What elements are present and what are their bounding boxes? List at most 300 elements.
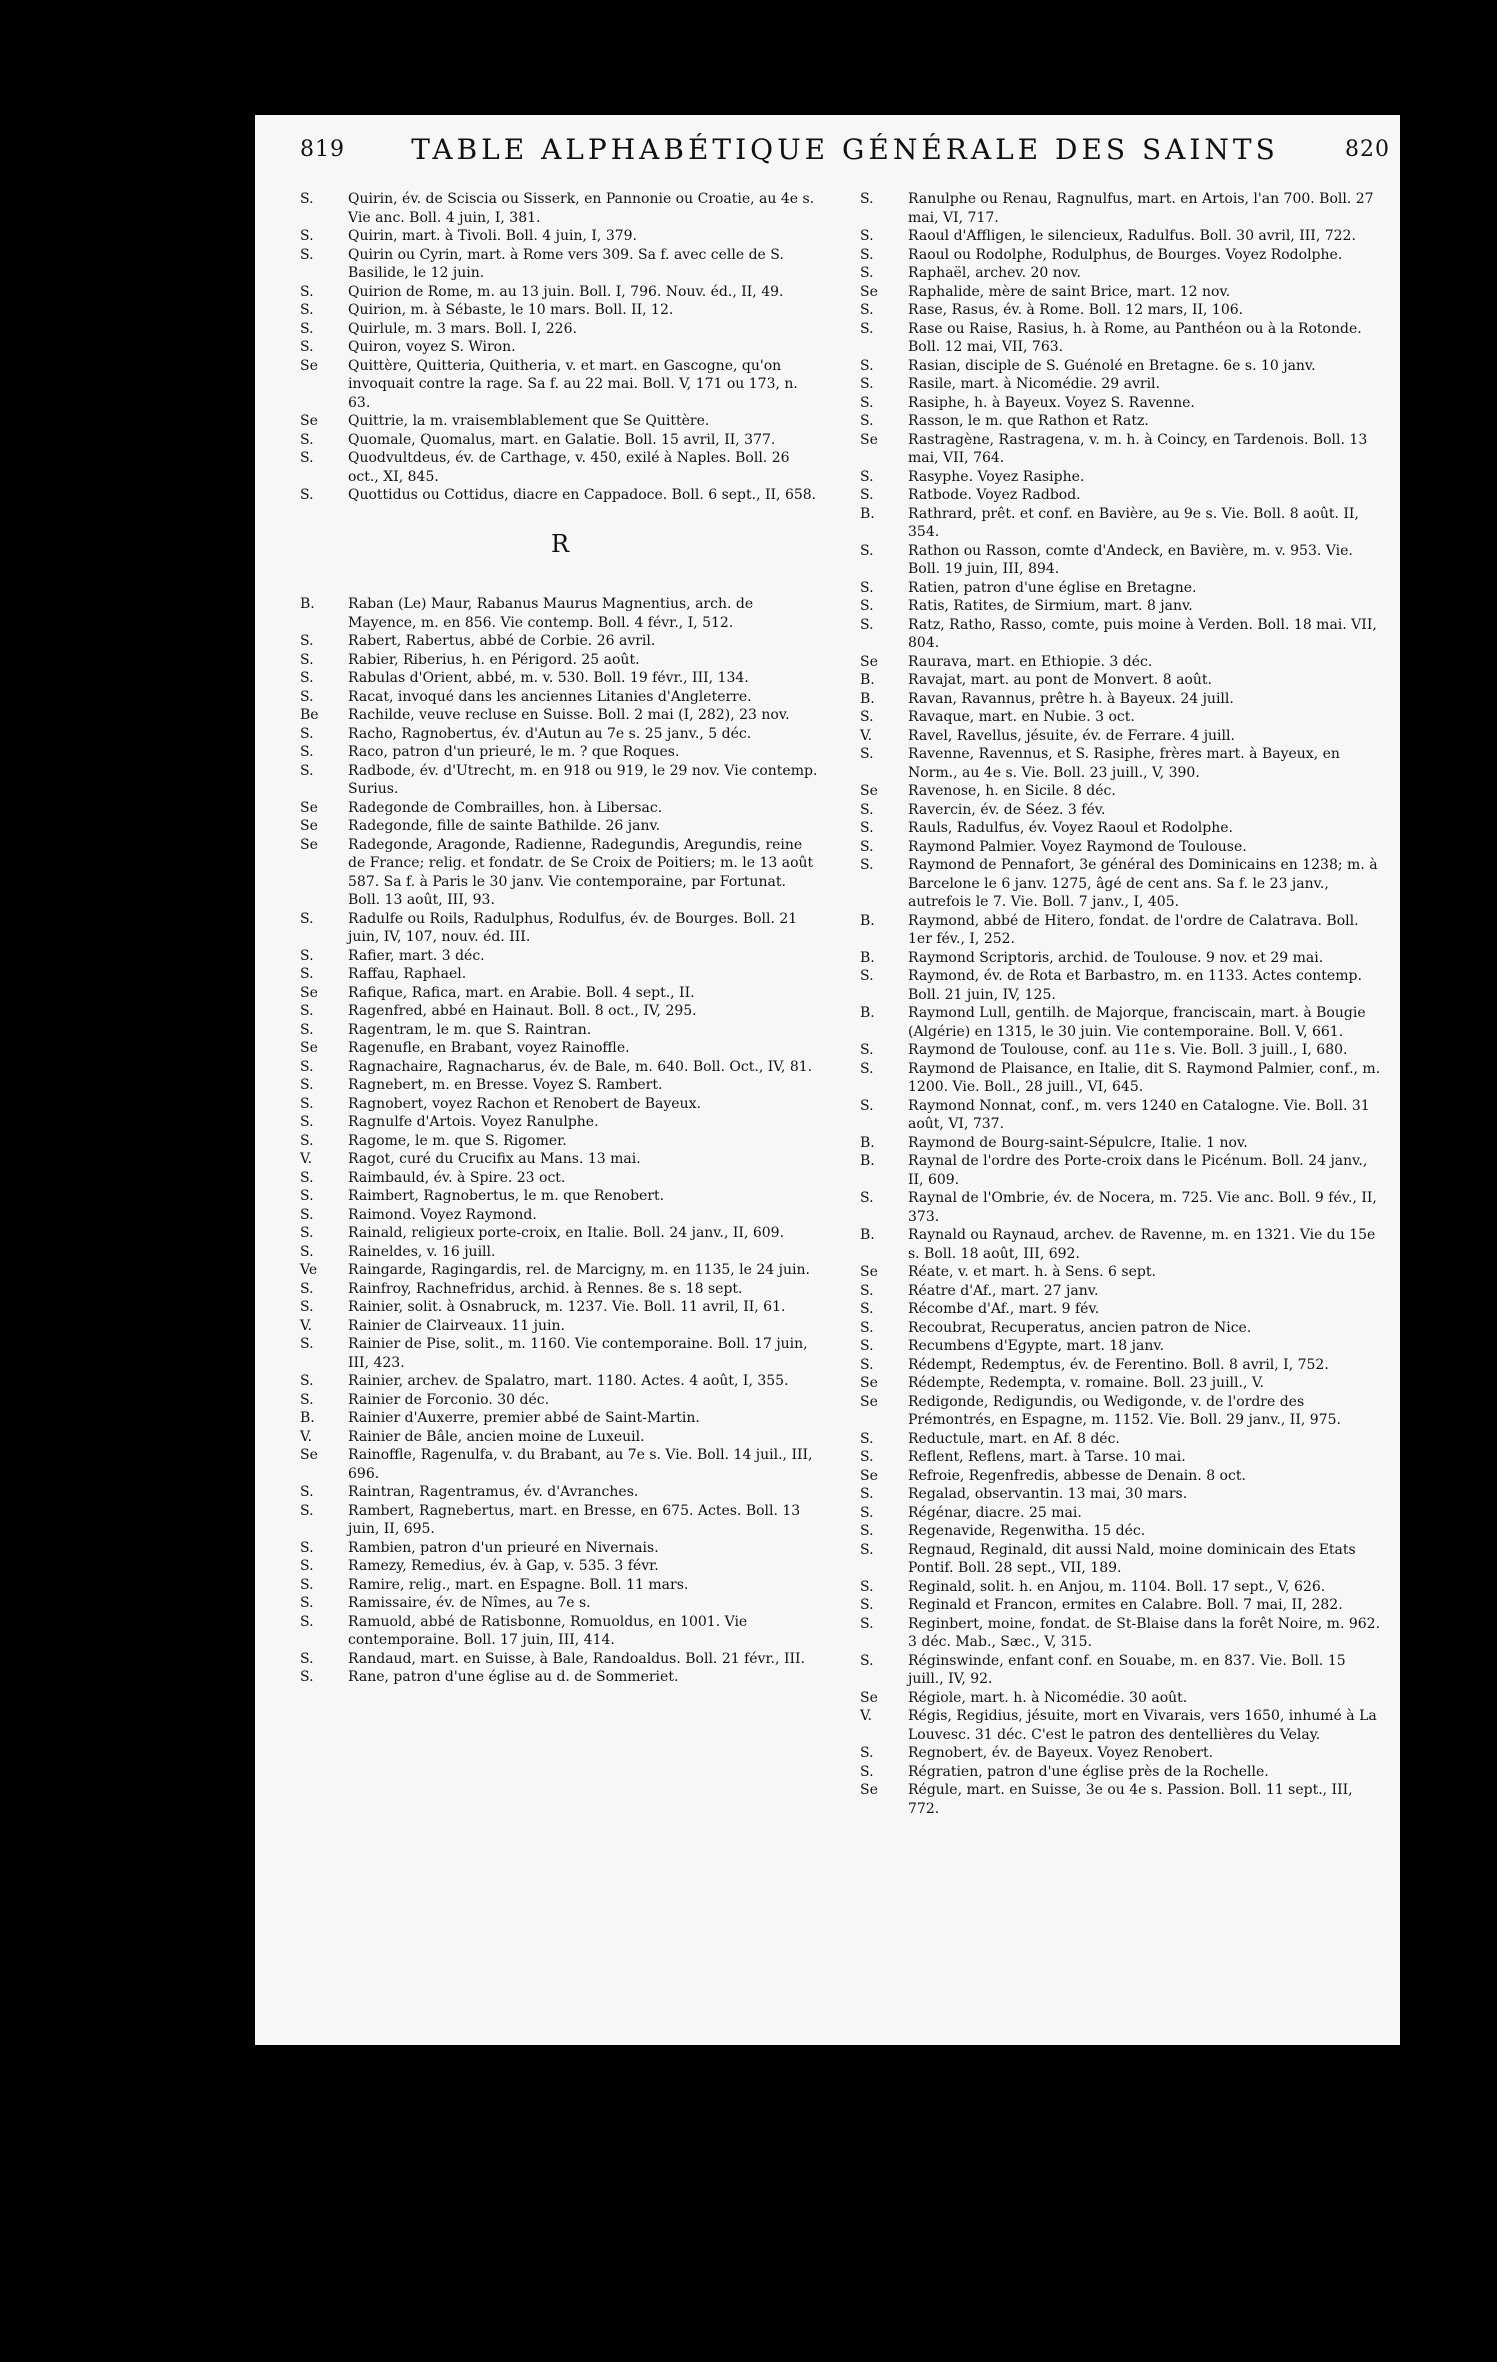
entry-text: Récombe d'Af., mart. 9 fév. bbox=[908, 1301, 1100, 1317]
saint-entry bbox=[300, 910, 820, 947]
saint-entry bbox=[300, 283, 820, 302]
entry-text: Recumbens d'Egypte, mart. 18 janv. bbox=[908, 1338, 1165, 1354]
saint-entry bbox=[300, 1446, 820, 1483]
entry-prefix: S. bbox=[860, 357, 874, 374]
saint-entry bbox=[860, 1615, 1385, 1652]
saint-entry bbox=[860, 671, 1385, 690]
saint-entry bbox=[300, 1021, 820, 1040]
entry-prefix: S. bbox=[860, 376, 874, 392]
saint-entry bbox=[860, 1337, 1385, 1356]
entry-prefix: S. bbox=[860, 542, 874, 559]
entry-text: Rainier de Clairveaux. 11 juin. bbox=[348, 1317, 565, 1334]
entry-text: Ravenose, h. en Sicile. 8 déc. bbox=[908, 783, 1116, 799]
entry-text: Raymond Scriptoris, archid. de Toulouse. 9 nov. et 29 mai. bbox=[908, 949, 1324, 966]
saint-entry bbox=[860, 967, 1385, 1004]
entry-text: Ravajat, mart. au pont de Monvert. 8 août. bbox=[908, 672, 1212, 688]
entry-text: Reginald, solit. h. en Anjou, m. 1104. Boll. 17 sept., V, 626. bbox=[908, 1578, 1326, 1595]
entry-prefix: S. bbox=[860, 616, 874, 633]
saint-entry bbox=[860, 949, 1385, 968]
entry-text: Raymond de Plaisance, en Italie, dit S. Raymond Palmier, conf., m. 1200. Vie. Boll., 28 juill., VI, 645. bbox=[908, 1060, 1381, 1095]
saint-entry bbox=[860, 1652, 1385, 1689]
saint-entry bbox=[860, 1689, 1385, 1708]
section-letter: R bbox=[550, 529, 570, 558]
entry-prefix: S. bbox=[300, 1077, 314, 1093]
entry-prefix: S. bbox=[300, 1206, 314, 1223]
entry-text: Rainoffle, Ragenulfa, v. du Brabant, au 7e s. Vie. Boll. 14 juil., III, 696. bbox=[348, 1447, 813, 1482]
entry-prefix: S. bbox=[860, 1282, 874, 1299]
saint-entry bbox=[860, 745, 1385, 782]
saint-entry bbox=[860, 1781, 1385, 1818]
entry-text: Radulfe ou Roils, Radulphus, Rodulfus, év. de Bourges. Boll. 21 juin, IV, 107, nouv. éd. III. bbox=[348, 910, 798, 945]
entry-prefix: S. bbox=[860, 1301, 874, 1317]
entry-prefix: B. bbox=[860, 1227, 875, 1243]
entry-text: Rafique, Rafica, mart. en Arabie. Boll. 4 sept., II. bbox=[348, 984, 695, 1001]
entry-text: Ramuold, abbé de Ratisbonne, Romuoldus, en 1001. Vie contemporaine. Boll. 17 juin, III, 414. bbox=[348, 1613, 748, 1648]
entry-text: Raymond Lull, gentilh. de Majorque, franciscain, mart. à Bougie (Algérie) en 1315, le 30 juin. Vie contemporaine. Boll. V, 661. bbox=[908, 1005, 1366, 1040]
saint-entry bbox=[300, 338, 820, 357]
entry-text: Régule, mart. en Suisse, 3e ou 4e s. Passion. Boll. 11 sept., III, 772. bbox=[908, 1782, 1353, 1817]
saint-entry bbox=[860, 1263, 1385, 1282]
entry-text: Raimbert, Ragnobertus, le m. que Renobert. bbox=[348, 1188, 665, 1204]
entry-prefix: S. bbox=[300, 302, 314, 318]
entry-prefix: S. bbox=[860, 1745, 874, 1761]
entry-text: Régis, Regidius, jésuite, mort en Vivarais, vers 1650, inhumé à La Louvesc. 31 déc. C'est le patron des dentellières du Velay. bbox=[908, 1708, 1377, 1743]
entry-prefix: Se bbox=[860, 1782, 878, 1798]
saint-entry bbox=[300, 669, 820, 688]
saint-entry bbox=[860, 375, 1385, 394]
entry-prefix: S. bbox=[860, 1449, 874, 1465]
entry-text: Réginswinde, enfant conf. en Souabe, m. en 837. Vie. Boll. 15 juill., IV, 92. bbox=[908, 1652, 1346, 1687]
entry-prefix: S. bbox=[300, 246, 314, 263]
saint-entry bbox=[300, 1076, 820, 1095]
entry-prefix: S. bbox=[860, 191, 874, 207]
entry-prefix: B. bbox=[860, 672, 875, 688]
entry-list bbox=[860, 190, 1385, 1818]
entry-text: Quirin ou Cyrin, mart. à Rome vers 309. Sa f. avec celle de S. Basilide, le 12 juin. bbox=[348, 246, 784, 281]
entry-text: Raban (Le) Maur, Rabanus Maurus Magnentius, arch. de Mayence, m. en 856. Vie contemp. Boll. 4 févr., I, 512. bbox=[348, 596, 754, 631]
entry-prefix: Se bbox=[860, 1689, 878, 1706]
entry-text: Raymond, év. de Rota et Barbastro, m. en 1133. Actes contemp. Boll. 21 juin, IV, 125. bbox=[908, 968, 1362, 1003]
entry-prefix: S. bbox=[860, 302, 874, 318]
saint-entry bbox=[300, 632, 820, 651]
saint-entry bbox=[300, 1261, 820, 1280]
saint-entry bbox=[860, 1319, 1385, 1338]
entry-text: Quomale, Quomalus, mart. en Galatie. Boll. 15 avril, II, 377. bbox=[348, 431, 776, 448]
entry-prefix: S. bbox=[300, 1539, 314, 1556]
entry-prefix: S. bbox=[300, 431, 314, 448]
entry-text: Quottidus ou Cottidus, diacre en Cappadoce. Boll. 6 sept., II, 658. bbox=[348, 487, 817, 503]
entry-prefix: S. bbox=[860, 1319, 874, 1336]
entry-prefix: V. bbox=[300, 1151, 313, 1167]
saint-entry bbox=[300, 725, 820, 744]
entry-text: Rainier, solit. à Osnabruck, m. 1237. Vie. Boll. 11 avril, II, 61. bbox=[348, 1299, 786, 1315]
entry-text: Régratien, patron d'une église près de la Rochelle. bbox=[908, 1763, 1269, 1780]
entry-text: Quodvultdeus, év. de Carthage, v. 450, exilé à Naples. Boll. 26 oct., XI, 845. bbox=[348, 450, 790, 485]
entry-prefix: B. bbox=[860, 949, 875, 966]
entry-prefix: S. bbox=[860, 746, 874, 762]
entry-prefix: S. bbox=[860, 1504, 874, 1521]
entry-prefix: S. bbox=[300, 1595, 314, 1611]
saint-entry bbox=[860, 1189, 1385, 1226]
entry-text: Ravel, Ravellus, jésuite, év. de Ferrare. 4 juill. bbox=[908, 727, 1235, 744]
document-page bbox=[255, 115, 1400, 2045]
entry-text: Ravenne, Ravennus, et S. Rasiphe, frères mart. à Bayeux, en Norm., au 4e s. Vie. Boll. 23 juill., V, 390. bbox=[908, 746, 1340, 781]
saint-entry bbox=[300, 1169, 820, 1188]
entry-text: Raoul d'Affligen, le silencieux, Radulfus. Boll. 30 avril, III, 722. bbox=[908, 228, 1356, 244]
saint-entry bbox=[300, 1372, 820, 1391]
entry-text: Ranulphe ou Renau, Ragnulfus, mart. en Artois, l'an 700. Boll. 27 mai, VI, 717. bbox=[908, 191, 1374, 226]
entry-prefix: Se bbox=[860, 783, 878, 799]
entry-text: Ratis, Ratites, de Sirmium, mart. 8 janv. bbox=[908, 598, 1193, 614]
entry-prefix: S. bbox=[860, 1060, 874, 1077]
entry-prefix: S. bbox=[300, 966, 314, 982]
saint-entry bbox=[300, 706, 820, 725]
entry-text: Regnobert, év. de Bayeux. Voyez Renobert. bbox=[908, 1745, 1214, 1761]
entry-text: Racat, invoqué dans les anciennes Litanies d'Angleterre. bbox=[348, 688, 752, 705]
entry-text: Randaud, mart. en Suisse, à Bale, Randoaldus. Boll. 21 févr., III. bbox=[348, 1650, 806, 1667]
entry-text: Rane, patron d'une église au d. de Sommeriet. bbox=[348, 1669, 679, 1685]
page-header bbox=[300, 133, 1390, 177]
entry-prefix: Ve bbox=[300, 1262, 318, 1278]
entry-prefix: B. bbox=[860, 1134, 875, 1151]
entry-text: Radbode, év. d'Utrecht, m. en 918 ou 919, le 29 nov. Vie contemp. Surius. bbox=[348, 762, 818, 797]
entry-text: Rauls, Radulfus, év. Voyez Raoul et Rodolphe. bbox=[908, 820, 1233, 836]
entry-text: Rainfroy, Rachnefridus, archid. à Rennes. 8e s. 18 sept. bbox=[348, 1280, 743, 1297]
saint-entry bbox=[860, 505, 1385, 542]
entry-prefix: S. bbox=[860, 1338, 874, 1354]
saint-entry bbox=[300, 449, 820, 486]
entry-text: Reductule, mart. en Af. 8 déc. bbox=[908, 1430, 1120, 1447]
entry-text: Ragot, curé du Crucifix au Mans. 13 mai. bbox=[348, 1151, 641, 1167]
entry-text: Regnaud, Reginald, dit aussi Nald, moine dominicain des Etats Pontif. Boll. 28 sept., VII, 189. bbox=[908, 1541, 1356, 1576]
saint-entry bbox=[300, 1002, 820, 1021]
saint-entry bbox=[860, 653, 1385, 672]
entry-prefix: S. bbox=[860, 394, 874, 411]
saint-entry bbox=[860, 1485, 1385, 1504]
saint-entry bbox=[860, 819, 1385, 838]
saint-entry bbox=[860, 1300, 1385, 1319]
entry-prefix: S. bbox=[300, 487, 314, 503]
saint-entry bbox=[300, 651, 820, 670]
entry-text: Rainier, archev. de Spalatro, mart. 1180. Actes. 4 août, I, 355. bbox=[348, 1373, 789, 1389]
entry-text: Régénar, diacre. 25 mai. bbox=[908, 1504, 1082, 1521]
saint-entry bbox=[300, 1335, 820, 1372]
saint-entry bbox=[300, 688, 820, 707]
saint-entry bbox=[860, 264, 1385, 283]
saint-entry bbox=[300, 1576, 820, 1595]
saint-entry bbox=[300, 1224, 820, 1243]
saint-entry bbox=[300, 431, 820, 450]
entry-text: Rainier de Pise, solit., m. 1160. Vie contemporaine. Boll. 17 juin, III, 423. bbox=[348, 1336, 808, 1371]
saint-entry bbox=[300, 1095, 820, 1114]
entry-prefix: Se bbox=[860, 1264, 878, 1280]
entry-text: Raco, patron d'un prieuré, le m. ? que Roques. bbox=[348, 744, 680, 760]
saint-entry bbox=[860, 1282, 1385, 1301]
entry-text: Raymond Nonnat, conf., m. vers 1240 en Catalogne. Vie. Boll. 31 août, VI, 737. bbox=[908, 1097, 1370, 1132]
saint-entry bbox=[300, 486, 820, 505]
entry-prefix: S. bbox=[860, 1097, 874, 1114]
saint-entry bbox=[860, 1596, 1385, 1615]
entry-prefix: S. bbox=[300, 1373, 314, 1389]
entry-text: Ramissaire, év. de Nîmes, au 7e s. bbox=[348, 1595, 591, 1611]
entry-prefix: Se bbox=[860, 283, 878, 300]
entry-text: Raineldes, v. 16 juill. bbox=[348, 1243, 496, 1260]
saint-entry bbox=[860, 394, 1385, 413]
entry-text: Raimond. Voyez Raymond. bbox=[348, 1206, 537, 1223]
entry-text: Rase ou Raise, Rasius, h. à Rome, au Panthéon ou à la Rotonde. Boll. 12 mai, VII, 763. bbox=[908, 320, 1362, 355]
entry-prefix: S. bbox=[860, 709, 874, 725]
saint-entry bbox=[860, 912, 1385, 949]
entry-text: Raurava, mart. en Ethiopie. 3 déc. bbox=[908, 653, 1153, 670]
entry-prefix: S. bbox=[860, 320, 874, 337]
saint-entry bbox=[300, 1502, 820, 1539]
saint-entry bbox=[860, 1430, 1385, 1449]
saint-entry bbox=[860, 690, 1385, 709]
entry-prefix: S. bbox=[860, 265, 874, 281]
entry-text: Rachilde, veuve recluse en Suisse. Boll. 2 mai (I, 282), 23 nov. bbox=[348, 707, 790, 723]
saint-entry bbox=[300, 1150, 820, 1169]
entry-text: Raphaël, archev. 20 nov. bbox=[908, 265, 1081, 281]
entry-prefix: B. bbox=[860, 912, 875, 929]
entry-text: Quirion, m. à Sébaste, le 10 mars. Boll. II, 12. bbox=[348, 302, 674, 318]
entry-text: Rasson, le m. que Rathon et Ratz. bbox=[908, 413, 1149, 429]
saint-entry bbox=[300, 1317, 820, 1336]
entry-prefix: Se bbox=[300, 357, 318, 374]
saint-entry bbox=[860, 301, 1385, 320]
saint-entry bbox=[300, 1132, 820, 1151]
entry-prefix: S. bbox=[300, 1243, 314, 1260]
saint-entry bbox=[300, 799, 820, 818]
saint-entry bbox=[860, 412, 1385, 431]
entry-prefix: S. bbox=[860, 1042, 874, 1058]
entry-text: Racho, Ragnobertus, év. d'Autun au 7e s. 25 janv., 5 déc. bbox=[348, 725, 752, 742]
entry-prefix: S. bbox=[300, 1132, 314, 1149]
entry-text: Reflent, Reflens, mart. à Tarse. 10 mai. bbox=[908, 1449, 1186, 1465]
right-column bbox=[860, 190, 1385, 1818]
entry-prefix: S. bbox=[300, 947, 314, 964]
entry-text: Raynal de l'Ombrie, év. de Nocera, m. 725. Vie anc. Boll. 9 fév., II, 373. bbox=[908, 1190, 1377, 1225]
entry-prefix: S. bbox=[300, 1299, 314, 1315]
saint-entry bbox=[860, 1448, 1385, 1467]
entry-text: Raphalide, mère de saint Brice, mart. 12 nov. bbox=[908, 283, 1231, 300]
entry-prefix: S. bbox=[860, 1190, 874, 1206]
saint-entry bbox=[860, 468, 1385, 487]
entry-text: Rabert, Rabertus, abbé de Corbie. 26 avril. bbox=[348, 633, 656, 649]
entry-text: Raimbauld, év. à Spire. 23 oct. bbox=[348, 1169, 566, 1186]
entry-text: Ragnachaire, Ragnacharus, év. de Bale, m. 640. Boll. Oct., IV, 81. bbox=[348, 1058, 813, 1075]
entry-text: Radegonde de Combrailles, hon. à Libersac. bbox=[348, 799, 663, 816]
saint-entry bbox=[300, 1650, 820, 1669]
entry-prefix: S. bbox=[860, 1430, 874, 1447]
entry-prefix: S. bbox=[300, 450, 314, 466]
entry-text: Raynald ou Raynaud, archev. de Ravenne, m. en 1321. Vie du 15e s. Boll. 18 août, III, 692. bbox=[908, 1227, 1376, 1262]
entry-text: Rainier d'Auxerre, premier abbé de Saint-Martin. bbox=[348, 1410, 700, 1426]
saint-entry bbox=[300, 1483, 820, 1502]
entry-text: Rafier, mart. 3 déc. bbox=[348, 947, 485, 964]
entry-prefix: S. bbox=[300, 725, 314, 742]
entry-prefix: Se bbox=[300, 799, 318, 816]
entry-text: Ratbode. Voyez Radbod. bbox=[908, 487, 1081, 503]
saint-entry bbox=[300, 1113, 820, 1132]
entry-text: Ratien, patron d'une église en Bretagne. bbox=[908, 579, 1197, 596]
saint-entry bbox=[860, 708, 1385, 727]
entry-text: Rédempt, Redemptus, év. de Ferentino. Boll. 8 avril, I, 752. bbox=[908, 1356, 1329, 1373]
entry-text: Raynal de l'ordre des Porte-croix dans le Picénum. Boll. 24 janv., II, 609. bbox=[908, 1153, 1368, 1188]
entry-prefix: S. bbox=[300, 1336, 314, 1352]
entry-text: Ragentram, le m. que S. Raintran. bbox=[348, 1021, 592, 1038]
entry-prefix: S. bbox=[300, 651, 314, 668]
entry-text: Raingarde, Ragingardis, rel. de Marcigny, m. en 1135, le 24 juin. bbox=[348, 1262, 810, 1278]
entry-prefix: B. bbox=[860, 1153, 875, 1169]
entry-text: Ramire, relig., mart. en Espagne. Boll. 11 mars. bbox=[348, 1576, 689, 1593]
entry-prefix: S. bbox=[300, 1650, 314, 1667]
entry-prefix: V. bbox=[300, 1428, 313, 1445]
entry-text: Réatre d'Af., mart. 27 janv. bbox=[908, 1282, 1099, 1299]
entry-text: Recoubrat, Recuperatus, ancien patron de Nice. bbox=[908, 1319, 1252, 1336]
saint-entry bbox=[860, 1374, 1385, 1393]
entry-text: Rainier de Forconio. 30 déc. bbox=[348, 1391, 550, 1408]
saint-entry bbox=[300, 227, 820, 246]
saint-entry bbox=[860, 1707, 1385, 1744]
saint-entry bbox=[300, 1613, 820, 1650]
entry-prefix: S. bbox=[300, 1391, 314, 1408]
entry-prefix: B. bbox=[860, 505, 875, 522]
saint-entry bbox=[300, 1668, 820, 1687]
entry-prefix: Se bbox=[300, 413, 318, 429]
entry-prefix: S. bbox=[860, 579, 874, 596]
saint-entry bbox=[860, 1041, 1385, 1060]
entry-prefix: S. bbox=[860, 1763, 874, 1780]
saint-entry bbox=[860, 597, 1385, 616]
entry-prefix: S. bbox=[860, 598, 874, 614]
entry-text: Regenavide, Regenwitha. 15 déc. bbox=[908, 1523, 1146, 1539]
entry-prefix: S. bbox=[860, 801, 874, 818]
entry-text: Rasiphe, h. à Bayeux. Voyez S. Ravenne. bbox=[908, 394, 1195, 411]
saint-entry bbox=[860, 486, 1385, 505]
saint-entry bbox=[300, 1243, 820, 1262]
entry-text: Ragenufle, en Brabant, voyez Rainoffle. bbox=[348, 1040, 630, 1056]
saint-entry bbox=[300, 1280, 820, 1299]
entry-text: Quittrie, la m. vraisemblablement que Se Quittère. bbox=[348, 413, 710, 429]
saint-entry bbox=[300, 1557, 820, 1576]
entry-prefix: S. bbox=[860, 487, 874, 503]
saint-entry bbox=[300, 1298, 820, 1317]
entry-text: Reginbert, moine, fondat. de St-Blaise dans la forêt Noire, m. 962. 3 déc. Mab., Sæc., V, 315. bbox=[908, 1615, 1381, 1650]
saint-entry bbox=[860, 246, 1385, 265]
entry-text: Radegonde, fille de sainte Bathilde. 26 janv. bbox=[348, 818, 661, 834]
entry-prefix: S. bbox=[300, 1484, 314, 1500]
saint-entry bbox=[300, 1039, 820, 1058]
entry-prefix: S. bbox=[300, 191, 314, 207]
saint-entry bbox=[300, 1187, 820, 1206]
saint-entry bbox=[300, 357, 820, 413]
saint-entry bbox=[300, 412, 820, 431]
entry-prefix: Se bbox=[300, 984, 318, 1001]
entry-prefix: S. bbox=[300, 283, 314, 300]
entry-text: Rabier, Riberius, h. en Périgord. 25 août. bbox=[348, 651, 640, 668]
entry-prefix: S. bbox=[300, 1558, 314, 1574]
entry-text: Rambien, patron d'un prieuré en Nivernais. bbox=[348, 1539, 659, 1556]
entry-prefix: S. bbox=[860, 1578, 874, 1595]
entry-prefix: S. bbox=[860, 1541, 874, 1558]
saint-entry bbox=[860, 357, 1385, 376]
entry-prefix: S. bbox=[300, 320, 314, 337]
entry-text: Quiron, voyez S. Wiron. bbox=[348, 339, 516, 355]
saint-entry bbox=[860, 431, 1385, 468]
entry-text: Ravercin, év. de Séez. 3 fév. bbox=[908, 801, 1106, 818]
entry-prefix: S. bbox=[860, 228, 874, 244]
entry-text: Ravan, Ravannus, prêtre h. à Bayeux. 24 juill. bbox=[908, 690, 1234, 707]
entry-text: Raymond Palmier. Voyez Raymond de Toulouse. bbox=[908, 838, 1247, 855]
entry-text: Rathrard, prêt. et conf. en Bavière, au 9e s. Vie. Boll. 8 août. II, 354. bbox=[908, 505, 1359, 540]
saint-entry bbox=[860, 542, 1385, 579]
entry-text: Ragnulfe d'Artois. Voyez Ranulphe. bbox=[348, 1114, 599, 1130]
entry-text: Ramezy, Remedius, év. à Gap, v. 535. 3 févr. bbox=[348, 1558, 659, 1574]
left-column bbox=[300, 190, 820, 1687]
entry-text: Raymond de Toulouse, conf. au 11e s. Vie. Boll. 3 juill., I, 680. bbox=[908, 1042, 1348, 1058]
entry-text: Rasile, mart. à Nicomédie. 29 avril. bbox=[908, 376, 1160, 392]
entry-prefix: Se bbox=[860, 653, 878, 670]
entry-prefix: S. bbox=[860, 246, 874, 263]
entry-prefix: S. bbox=[300, 1188, 314, 1204]
saint-entry bbox=[860, 1004, 1385, 1041]
saint-entry bbox=[860, 1356, 1385, 1375]
saint-entry bbox=[860, 283, 1385, 302]
saint-entry bbox=[300, 817, 820, 836]
entry-prefix: V. bbox=[860, 727, 873, 744]
entry-prefix: Se bbox=[300, 1447, 318, 1463]
saint-entry bbox=[300, 836, 820, 910]
entry-text: Radegonde, Aragonde, Radienne, Radegundis, Aregundis, reine de France; relig. et fondatr. de Se Croix de Poitiers; m. le 13 août 587. Sa f. à Paris le 30 janv. Vie contemporaine, par Fortunat. Boll. 13 août, III, 93. bbox=[348, 836, 814, 908]
saint-entry bbox=[300, 1391, 820, 1410]
saint-entry bbox=[860, 320, 1385, 357]
saint-entry bbox=[860, 782, 1385, 801]
saint-entry bbox=[300, 595, 820, 632]
entry-text: Quittère, Quitteria, Quitheria, v. et mart. en Gascogne, qu'on invoquait contre la rage. Sa f. au 22 mai. Boll. V, 171 ou 173, n. 63. bbox=[348, 357, 798, 411]
entry-prefix: B. bbox=[300, 1410, 315, 1426]
saint-entry bbox=[860, 579, 1385, 598]
entry-text: Ravaque, mart. en Nubie. 3 oct. bbox=[908, 709, 1135, 725]
entry-prefix: S. bbox=[300, 339, 314, 355]
saint-entry bbox=[300, 320, 820, 339]
saint-entry bbox=[860, 801, 1385, 820]
entry-prefix: S. bbox=[300, 744, 314, 760]
entry-text: Reginald et Francon, ermites en Calabre. Boll. 7 mai, II, 282. bbox=[908, 1597, 1343, 1613]
saint-entry bbox=[860, 1504, 1385, 1523]
entry-text: Réate, v. et mart. h. à Sens. 6 sept. bbox=[908, 1264, 1156, 1280]
saint-entry bbox=[860, 1393, 1385, 1430]
entry-prefix: S. bbox=[300, 1021, 314, 1038]
entry-text: Ragenfred, abbé en Hainaut. Boll. 8 oct., IV, 295. bbox=[348, 1003, 697, 1019]
entry-prefix: S. bbox=[300, 633, 314, 649]
saint-entry bbox=[860, 1152, 1385, 1189]
saint-entry bbox=[860, 1578, 1385, 1597]
page-title: TABLE ALPHABÉTIQUE GÉNÉRALE DES SAINTS bbox=[411, 133, 1279, 166]
entry-text: Redigonde, Redigundis, ou Wedigonde, v. de l'ordre des Prémontrés, en Espagne, m. 1152. Vie. Boll. 29 janv., II, 975. bbox=[908, 1393, 1341, 1428]
entry-text: Rainier de Bâle, ancien moine de Luxeuil. bbox=[348, 1428, 645, 1445]
entry-text: Raymond, abbé de Hitero, fondat. de l'ordre de Calatrava. Boll. 1er fév., I, 252. bbox=[908, 912, 1359, 947]
entry-prefix: S. bbox=[300, 1613, 314, 1630]
entry-prefix: Se bbox=[860, 1375, 878, 1391]
entry-prefix: S. bbox=[300, 1669, 314, 1685]
entry-prefix: S. bbox=[860, 1486, 874, 1502]
saint-entry bbox=[860, 1763, 1385, 1782]
entry-text: Ratz, Ratho, Rasso, comte, puis moine à Verden. Boll. 18 mai. VII, 804. bbox=[908, 616, 1377, 651]
saint-entry bbox=[300, 762, 820, 799]
entry-prefix: S. bbox=[860, 1356, 874, 1373]
entry-prefix: S. bbox=[300, 762, 314, 779]
entry-prefix: S. bbox=[860, 1615, 874, 1632]
